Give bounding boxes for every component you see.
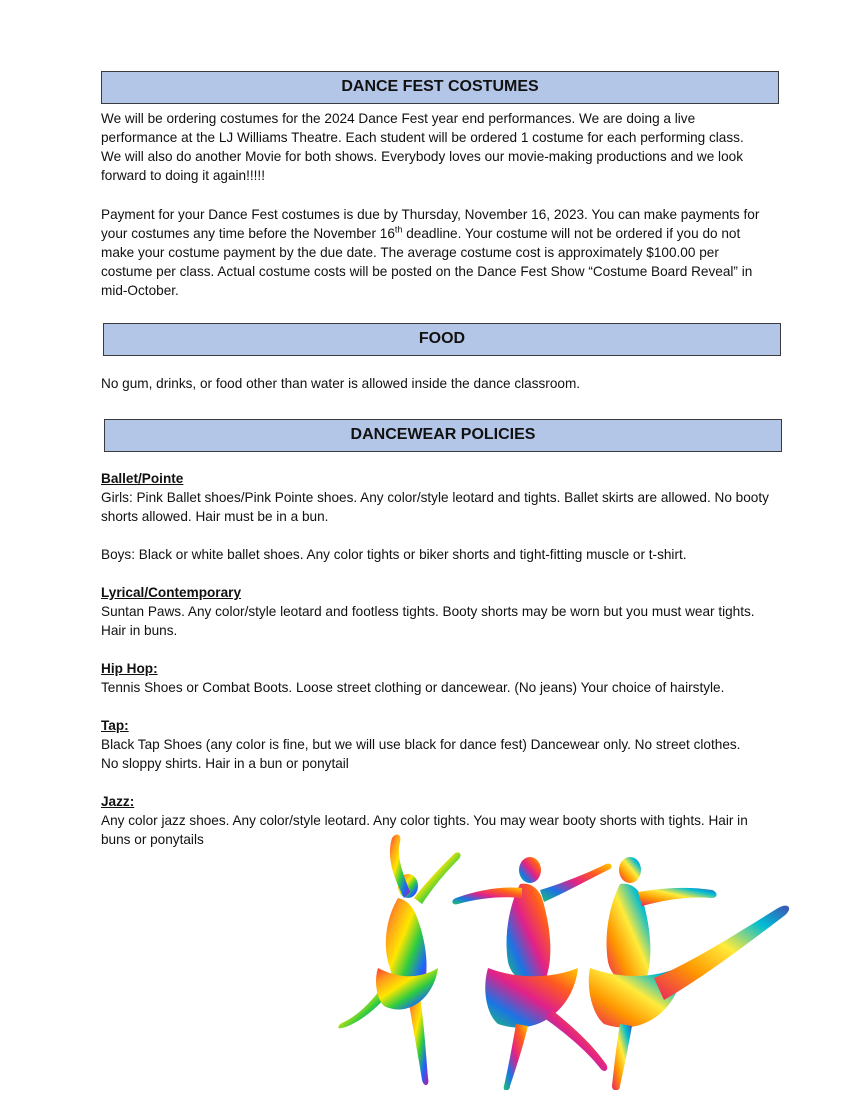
lyrical-heading: Lyrical/Contemporary	[101, 585, 242, 600]
tap-text: Black Tap Shoes (any color is fine, but we will use black for dance fest) Dancewear only. No street clothes. No sloppy shirts. Hair in a bun or ponytail	[101, 737, 741, 771]
dancer-right	[589, 857, 789, 1090]
ballet-boys-text: Boys: Black or white ballet shoes. Any color tights or biker shorts and tight-fitting muscle or t-shirt.	[101, 547, 687, 562]
hiphop-text: Tennis Shoes or Combat Boots. Loose street clothing or dancewear. (No jeans) Your choice of hairstyle.	[101, 680, 725, 695]
lyrical-text: Suntan Paws. Any color/style leotard and footless tights. Booty shorts may be worn but you must wear tights. Hair in buns.	[101, 604, 755, 638]
hiphop-heading: Hip Hop:	[101, 661, 158, 676]
dancewear-banner	[104, 419, 782, 452]
dancer-left	[338, 835, 460, 1086]
costumes-paragraph-2-part-b: deadline. Your costume will not be ordered if you do not make your costume payment by the due date. The average costume cost is approximately $100.00 per costume per class. Actual costume costs will be posted on the Dance Fest Show “Costume Board Reveal” in mid-October.	[101, 226, 753, 298]
food-text: No gum, drinks, or food other than water is allowed inside the dance classroom.	[101, 376, 581, 391]
costumes-paragraph-1: We will be ordering costumes for the 2024 Dance Fest year end performances. We are doing a live performance at the LJ Williams Theatre. Each student will be ordered 1 costume for each performing class. We will also do another Movie for both shows. Everybody loves our movie-making productions and we look forward to doing it again!!!!!	[101, 111, 744, 183]
ballet-heading: Ballet/Pointe	[101, 471, 184, 486]
superscript-th: th	[394, 224, 403, 235]
ballet-girls-text: Girls: Pink Ballet shoes/Pink Pointe shoes. Any color/style leotard and tights. Ballet skirts are allowed. No booty shorts allowed. Hair must be in a bun.	[101, 490, 769, 524]
dancer-middle	[452, 857, 611, 1090]
dancewear-title: DANCEWEAR POLICIES	[350, 426, 536, 443]
tap-heading: Tap:	[101, 718, 129, 733]
dancers-illustration	[338, 828, 794, 1090]
costumes-title: DANCE FEST COSTUMES	[341, 78, 539, 95]
jazz-text: Any color jazz shoes. Any color/style leotard. Any color tights. You may wear booty shorts with tights. Hair in buns or ponytails	[101, 813, 748, 847]
costumes-banner	[101, 71, 779, 104]
costumes-paragraph-2	[101, 205, 761, 300]
costumes-paragraph-2-part-a: Payment for your Dance Fest costumes is due by Thursday, November 16, 2023. You can make payments for your costumes any time before the November 16	[101, 207, 760, 241]
food-title: FOOD	[418, 330, 466, 347]
jazz-heading: Jazz:	[101, 794, 135, 809]
food-banner	[103, 323, 781, 356]
